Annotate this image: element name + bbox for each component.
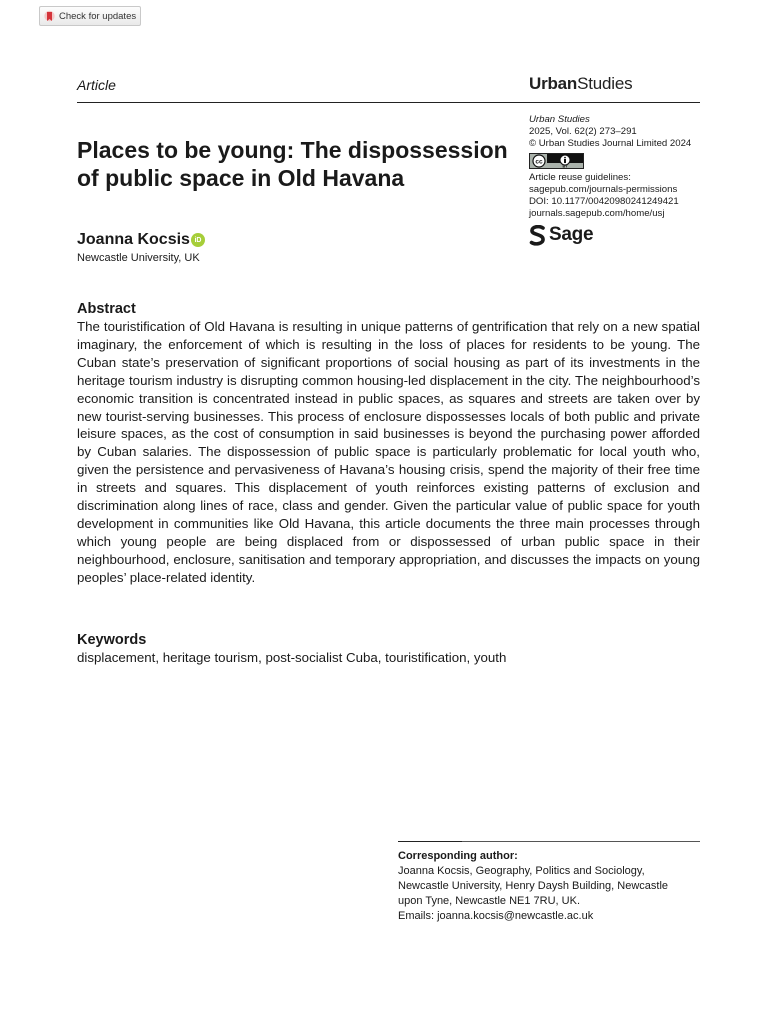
meta-journal-link[interactable]: journals.sagepub.com/home/usj <box>529 208 665 220</box>
svg-text:BY: BY <box>562 164 568 168</box>
corresponding-author-line: Newcastle University, Henry Daysh Building, Newcastle <box>398 880 669 892</box>
check-for-updates-label: Check for updates <box>59 10 137 22</box>
svg-text:cc: cc <box>535 158 543 166</box>
check-for-updates-button[interactable] <box>39 6 141 26</box>
author-line <box>77 231 205 249</box>
corresponding-author <box>398 849 703 924</box>
meta-reuse-link[interactable]: sagepub.com/journals-permissions <box>529 184 678 196</box>
meta-doi[interactable]: DOI: 10.1177/00420980241249421 <box>529 196 679 208</box>
meta-copyright: © Urban Studies Journal Limited 2024 <box>529 138 692 150</box>
author-name: Joanna Kocsis <box>77 231 190 248</box>
author-affiliation: Newcastle University, UK <box>77 252 200 264</box>
abstract-text: The touristification of Old Havana is resulting in unique patterns of gentrification that rely on a new spatial imaginary, the enforcement of which is resulting in the loss of places for residents to be young. The Cuban state’s preservation of significant proportions of social housing as part of its investments in the heritage tourism industry is disrupting common housing-led displacement in the city. The neighbourhood’s economic transition is concentrated instead in public spaces, as squares and streets are taken over by new tourist-serving businesses. This process of enclosure dispossesses locals of both public and private leisure spaces, as the cost of consumption in said businesses is beyond the purchasing power afforded by Cuban salaries. The dispossession of public space is particularly problematic for local youth who, given the persistence and pervasiveness of Havana’s housing crisis, spend the majority of their free time in streets and squares. This displacement of youth reinforces existing patterns of exclusion and discrimination along lines of race, class and gender. Given the particular value of public space for youth development in communities like Old Havana, this article documents the three main processes through which young people are being displaced from or dispossessed of urban public space in their neighbourhood, enclosure, sanitisation and temporary appropriation, and discusses the impacts on young peoples’ place-related identity. <box>77 319 700 585</box>
sage-s-icon <box>529 225 546 246</box>
abstract-heading: Abstract <box>77 301 136 317</box>
meta-journal-name: Urban Studies <box>529 114 590 125</box>
corresponding-author-line: Joanna Kocsis, Geography, Politics and Sociology, <box>398 865 645 877</box>
footnote-rule <box>398 841 700 842</box>
bookmark-icon <box>44 10 55 23</box>
article-type: Article <box>77 77 116 93</box>
corresponding-author-heading: Corresponding author: <box>398 850 518 862</box>
journal-logo <box>529 74 632 94</box>
journal-logo-light: Studies <box>577 74 633 93</box>
keywords-text: displacement, heritage tourism, post-socialist Cuba, touristification, youth <box>77 650 507 665</box>
journal-logo-bold: Urban <box>529 74 578 93</box>
header-rule <box>77 102 700 103</box>
corresponding-author-line: upon Tyne, Newcastle NE1 7RU, UK. <box>398 895 580 907</box>
meta-reuse-label: Article reuse guidelines: <box>529 171 631 183</box>
meta-volume: 2025, Vol. 62(2) 273–291 <box>529 126 637 138</box>
cc-by-license-icon[interactable] <box>529 153 584 169</box>
article-title: Places to be young: The dispossession of public space in Old Havana <box>77 137 508 191</box>
orcid-icon[interactable]: iD <box>191 233 205 247</box>
corresponding-author-email[interactable]: Emails: joanna.kocsis@newcastle.ac.uk <box>398 910 594 922</box>
publisher-name: Sage <box>549 224 594 246</box>
keywords-heading: Keywords <box>77 632 147 648</box>
publisher-logo <box>529 225 704 246</box>
publication-meta <box>529 114 704 246</box>
